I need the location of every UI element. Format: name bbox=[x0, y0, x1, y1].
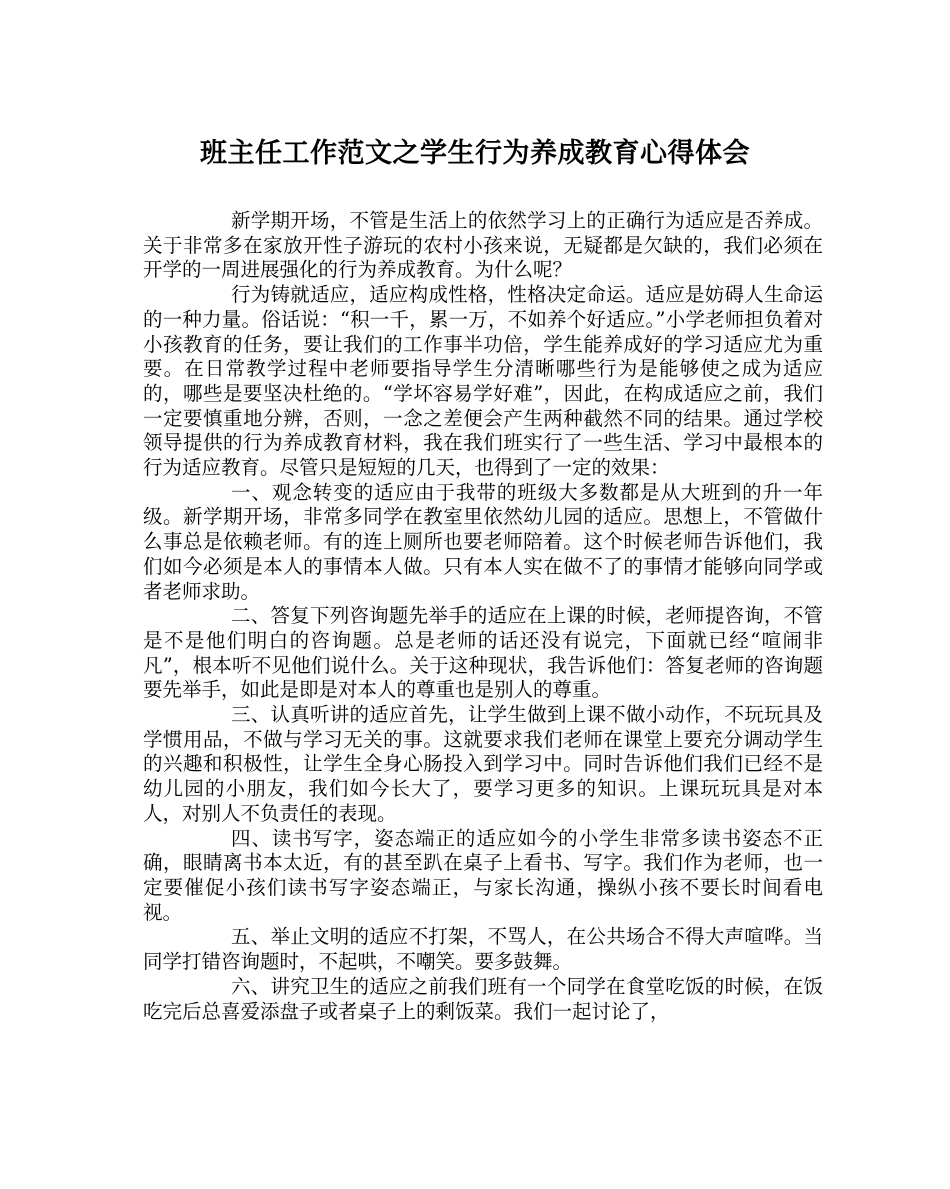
document-title: 班主任工作范文之学生行为养成教育心得体会 bbox=[200, 138, 750, 169]
paragraph-item-5: 五、举止文明的适应不打架，不骂人，在公共场合不得大声喧哗。当同学打错咨询题时，不起哄，不嘲笑。要多鼓舞。 bbox=[143, 925, 823, 974]
paragraph-intro: 新学期开场，不管是生活上的依然学习上的正确行为适应是否养成。关于非常多在家放开性子游玩的农村小孩来说，无疑都是欠缺的，我们必须在开学的一周进展强化的行为养成教育。为什么呢？ bbox=[143, 209, 823, 282]
paragraph-habits-importance: 行为铸就适应，适应构成性格，性格决定命运。适应是妨碍人生命运的一种力量。俗话说：“积一千，累一万，不如养个好适应。”小学老师担负着对小孩教育的任务，要让我们的工作事半功倍，学生能养成好的学习适应尤为重要。在日常教学过程中老师要指导学生分清晰哪些行为是能够使之成为适应的，哪些是要坚决杜绝的。“学坏容易学好难”，因此，在构成适应之前，我们一定要慎重地分辨，否则，一念之差便会产生两种截然不同的结果。通过学校领导提供的行为养成教育材料，我在我们班实行了一些生活、学习中最根本的行为适应教育。尽管只是短短的几天，也得到了一定的效果： bbox=[143, 283, 823, 480]
paragraph-item-2: 二、答复下列咨询题先举手的适应在上课的时候，老师提咨询，不管是不是他们明白的咨询题。总是老师的话还没有说完，下面就已经“喧闹非凡”，根本听不见他们说什么。关于这种现状，我告诉他们：答复老师的咨询题要先举手，如此是即是对本人的尊重也是别人的尊重。 bbox=[143, 604, 823, 702]
document-body bbox=[143, 209, 823, 1024]
paragraph-item-1: 一、观念转变的适应由于我带的班级大多数都是从大班到的升一年级。新学期开场，非常多同学在教室里依然幼儿园的适应。思想上，不管做什么事总是依赖老师。有的连上厕所也要老师陪着。这个时候老师告诉他们，我们如今必须是本人的事情本人做。只有本人实在做不了的事情才能够向同学或者老师求助。 bbox=[143, 480, 823, 603]
paragraph-item-4: 四、读书写字，姿态端正的适应如今的小学生非常多读书姿态不正确，眼睛离书本太近，有的甚至趴在桌子上看书、写字。我们作为老师，也一定要催促小孩们读书写字姿态端正，与家长沟通，操纵小孩不要长时间看电视。 bbox=[143, 826, 823, 924]
paragraph-item-6: 六、讲究卫生的适应之前我们班有一个同学在食堂吃饭的时候，在饭吃完后总喜爱添盘子或者桌子上的剩饭菜。我们一起讨论了， bbox=[143, 974, 823, 1023]
paragraph-item-3: 三、认真听讲的适应首先，让学生做到上课不做小动作，不玩玩具及学惯用品，不做与学习无关的事。这就要求我们老师在课堂上要充分调动学生的兴趣和积极性，让学生全身心肠投入到学习中。同时告诉他们我们已经不是幼儿园的小朋友，我们如今长大了，要学习更多的知识。上课玩玩具是对本人，对别人不负责任的表现。 bbox=[143, 703, 823, 825]
